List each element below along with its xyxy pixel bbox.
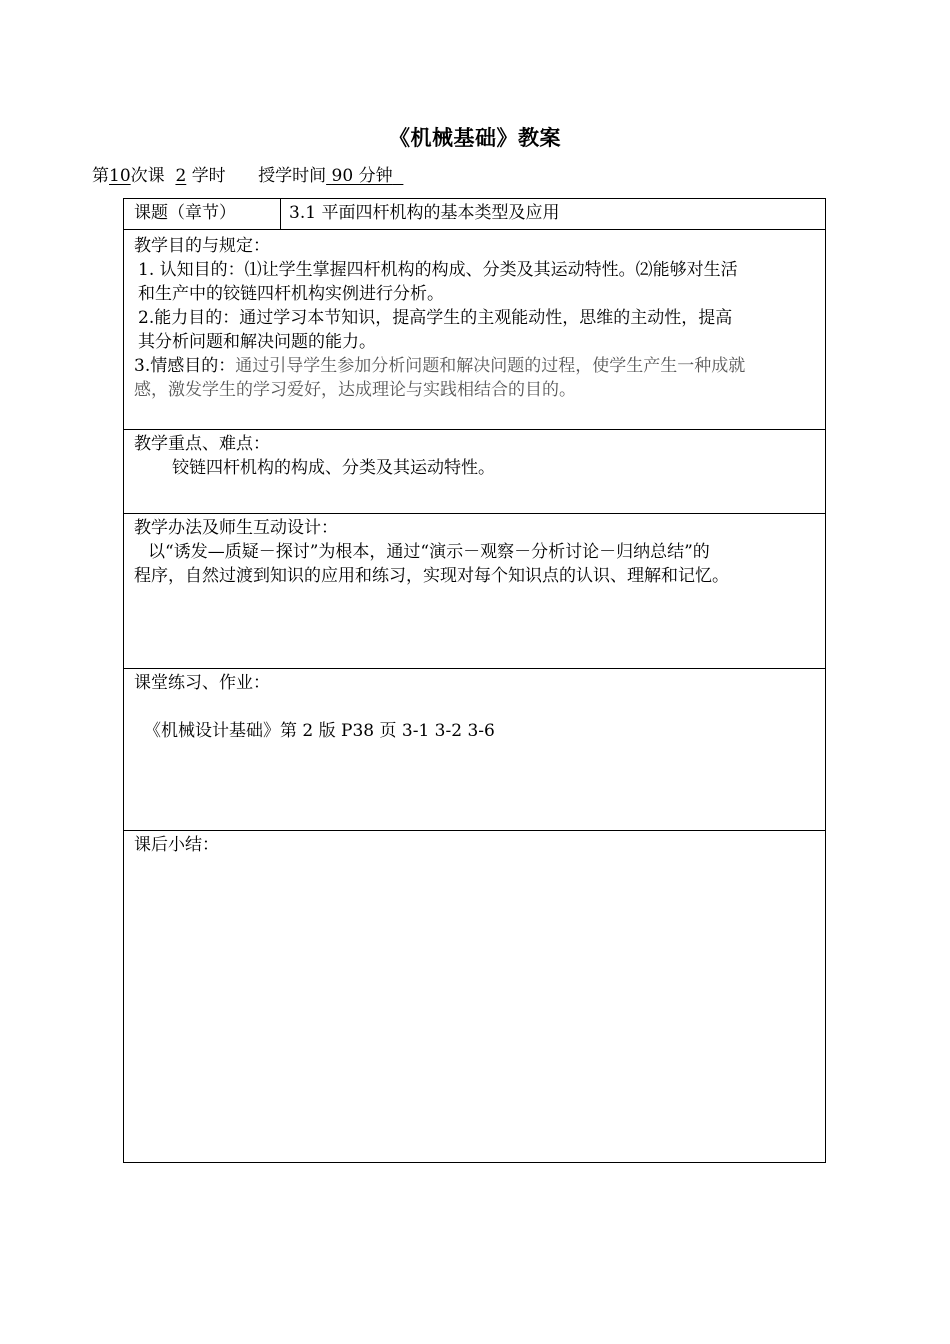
goal-3-line-2: 感，激发学生的学习爱好，达成理论与实践相结合的目的。	[134, 380, 576, 400]
time-value-text: 90 分钟	[331, 166, 393, 186]
lesson-unit: 次课	[130, 166, 165, 186]
topic-value: 3.1 平面四杆机构的基本类型及应用	[289, 203, 560, 223]
method-line-2: 程序，自然过渡到知识的应用和练习，实现对每个知识点的认识、理解和记忆。	[134, 566, 729, 586]
homework-section	[124, 668, 825, 830]
lesson-number: 10	[109, 166, 131, 186]
key-points-text: 铰链四杆机构的构成、分类及其运动特性。	[172, 458, 495, 478]
homework-heading: 课堂练习、作业：	[134, 673, 270, 693]
goal-3-label: 3.情感目的：	[134, 356, 236, 376]
method-line-1: 以“诱发—质疑－探讨”为根本，通过“演示－观察－分析讨论－归纳总结”的	[148, 542, 710, 562]
time-value	[326, 166, 403, 186]
goal-3-line-1	[134, 354, 815, 378]
method-heading: 教学办法及师生互动设计：	[134, 518, 338, 538]
summary-section	[124, 830, 825, 1162]
summary-heading: 课后小结：	[134, 835, 219, 855]
goals-section	[124, 229, 825, 429]
goal-1-line-1: 1. 认知目的：⑴让学生掌握四杆机构的构成、分类及其运动特性。⑵能够对生活	[138, 260, 738, 280]
lesson-hours: 2	[175, 166, 187, 186]
topic-label: 课题（章节）	[124, 199, 281, 229]
time-label: 授学时间	[258, 166, 327, 186]
goal-3-text: 通过引导学生参加分析问题和解决问题的过程，使学生产生一种成就	[235, 356, 746, 376]
topic-row	[124, 199, 825, 229]
homework-text: 《机械设计基础》第 2 版 P38 页 3-1 3-2 3-6	[144, 721, 495, 741]
goal-2-line-1: 2.能力目的：通过学习本节知识，提高学生的主观能动性，思维的主动性，提高	[138, 308, 733, 328]
lesson-plan-table	[123, 198, 826, 1163]
key-points-section	[124, 429, 825, 513]
document-title: 《机械基础》教案	[389, 125, 561, 150]
lesson-meta	[92, 161, 403, 186]
goal-1-line-2: 和生产中的铰链四杆机构实例进行分析。	[138, 284, 444, 304]
key-points-heading: 教学重点、难点：	[134, 434, 270, 454]
hours-unit: 学时	[191, 166, 226, 186]
method-section	[124, 513, 825, 668]
lesson-prefix: 第	[92, 166, 109, 186]
goal-2-line-2: 其分析问题和解决问题的能力。	[138, 332, 376, 352]
goals-heading: 教学目的与规定：	[134, 236, 270, 256]
